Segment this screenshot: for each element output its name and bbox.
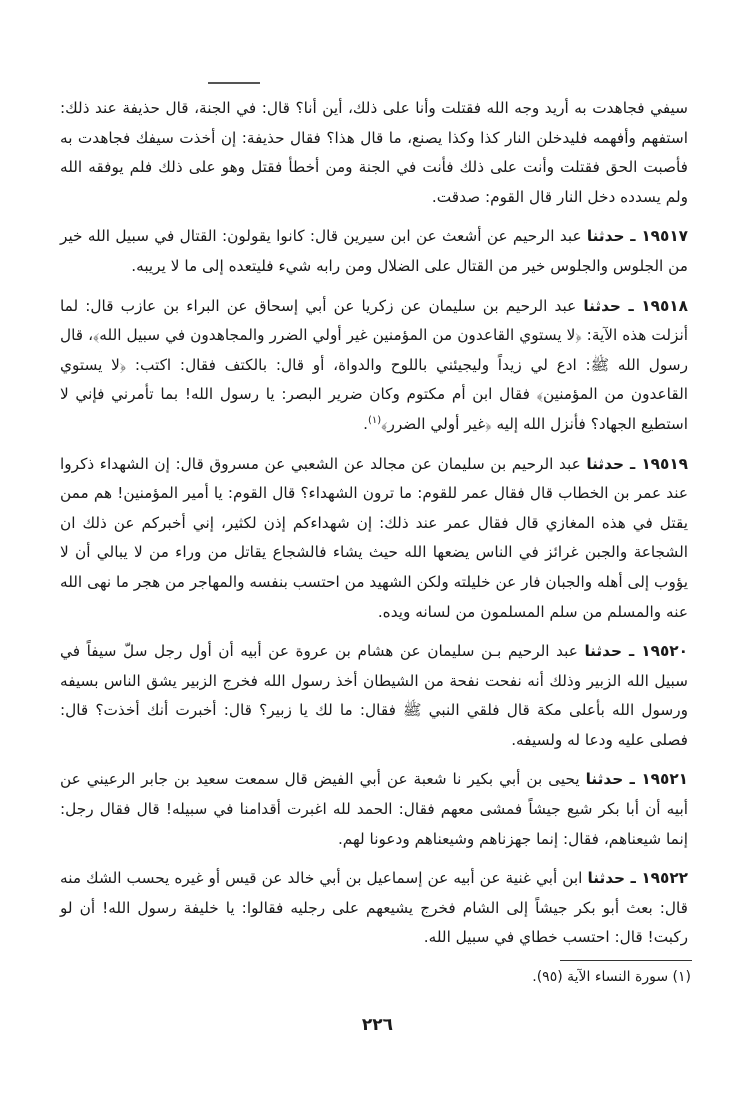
hadith-19522 xyxy=(60,864,688,953)
main-text xyxy=(60,94,688,963)
footnote-reference: (١) xyxy=(367,414,382,426)
hadith-number-lead: ١٩٥١٩ ـ حدثنا xyxy=(586,454,688,473)
top-decorative-mark xyxy=(208,82,260,84)
hadith-19517 xyxy=(60,222,688,281)
footnote-divider xyxy=(560,960,692,961)
paragraph-text: سيفي فجاهدت به أريد وجه الله فقتلت وأنا على ذلك، أين أنا؟ قال: في الجنة، قال حذيفة عند ذلك: استفهم وأفهمه فليدخلن النار كذا وكذا يصنع، ما قال هذا؟ فقال حذيفة: إن أخذت سيفك فجاهدت به فأصبت الحق فقتلت وأنت على ذلك فأنت في الجنة ومن أخطأ فقتل وهو على ذلك فلم يوفقه الله ولم يسدده دخل النار قال القوم: صدقت. xyxy=(60,99,688,206)
paragraph-continuation xyxy=(60,94,688,212)
paragraph-text: عبد الرحيم عن أشعث عن ابن سيرين قال: كانوا يقولون: القتال في سبيل الله خير من الجلوس والجلوس خير من القتال على الضلال ومن رابه شيء فليتعده إلى ما لا يريبه. xyxy=(60,227,688,275)
hadith-19521 xyxy=(60,765,688,854)
hadith-19520 xyxy=(60,637,688,755)
hadith-number-lead: ١٩٥٢٠ ـ حدثنا xyxy=(584,642,688,661)
hadith-19519 xyxy=(60,450,688,628)
hadith-number-lead: ١٩٥١٧ ـ حدثنا xyxy=(586,227,688,246)
hadith-number-lead: ١٩٥١٨ ـ حدثنا xyxy=(583,296,688,315)
hadith-19518 xyxy=(60,292,688,440)
paragraph-text: عبد الرحيم بـن سليمان عن هشام بن عروة عن أبيه أن أول رجل سلّ سيفاً في سبيل الله الزبير وذلك أنه نفحت نفحة من الشيطان أخذ رسول الله فخرج الزبير يشق الناس بسيفه ورسول الله بأعلى مكة قال فلقي النبي ﷺ فقال: ما لك يا زبير؟ قال: أخبرت أنك أخذت؟ قال: فصلى عليه ودعا له ولسيفه. xyxy=(60,642,688,749)
footnote: (١) سورة النساء الآية (٩٥). xyxy=(532,969,691,985)
hadith-number-lead: ١٩٥٢١ ـ حدثنا xyxy=(585,770,688,789)
paragraph-text: عبد الرحيم بن سليمان عن زكريا عن أبي إسحاق عن البراء بن عازب قال: لما أنزلت هذه الآية: ﴿لا يستوي القاعدون من المؤمنين غير أولي الضرر والمجاهدون في سبيل الله﴾، قال رسول الله ﷺ: ادع لي زيداً وليجيئني باللوح والدواة، أو قال: بالكتف فقال: اكتب: ﴿لا يستوي القاعدون من المؤمنين﴾ فقال ابن أم مكتوم وكان ضرير البصر: يا رسول الله! بما تأمرني فإني لا استطيع الجهاد؟ فأنزل الله إليه ﴿غير أولي الضرر﴾ xyxy=(60,296,688,433)
page-number: ٢٢٦ xyxy=(361,1015,394,1035)
paragraph-text: عبد الرحيم بن سليمان عن مجالد عن الشعبي عن مسروق قال: إن الشهداء ذكروا عند عمر بن الخطاب قال فقال عمر للقوم: ما ترون الشهداء؟ قال القوم: يا أمير المؤمنين! هم ممن يقتل في هذه المغازي قال فقال عمر عند ذلك: إن شهداءكم إذن لكثير، إني أخبركم عن ذلك ان الشجاعة والجبن غرائز في الناس يضعها الله حيث يشاء فالشجاع يقاتل من وراء من لا يبالي أن لا يؤوب إلى أهله والجبان فار عن خليلته ولكن الشهيد من احتسب بنفسه والمهاجر من هجر ما نهى الله عنه والمسلم من سلم المسلمون من لسانه ويده. xyxy=(60,454,688,621)
paragraph-tail: . xyxy=(363,414,368,433)
paragraph-text: يحيى بن أبي بكير نا شعبة عن أبي الفيض قال سمعت سعيد بن جابر الرعيني عن أبيه أن أبا بكر شيع جيشاً فمشى معهم فقال: الحمد لله اغبرت أقدامنا في سبيله! قال فقال رجل: إنما شيعناهم، فقال: إنما جهزناهم وشيعناهم ودعونا لهم. xyxy=(60,770,688,848)
hadith-number-lead: ١٩٥٢٢ ـ حدثنا xyxy=(587,869,688,888)
paragraph-text: ابن أبي غنية عن أبيه عن إسماعيل بن أبي خالد عن قيس أو غيره يحسب الشك منه قال: بعث أبو بكر جيشاً إلى الشام فخرج يشيعهم على رجليه فقالوا: يا خليفة رسول الله! أن لو ركبت! قال: احتسب خطاي في سبيل الله. xyxy=(60,869,688,947)
